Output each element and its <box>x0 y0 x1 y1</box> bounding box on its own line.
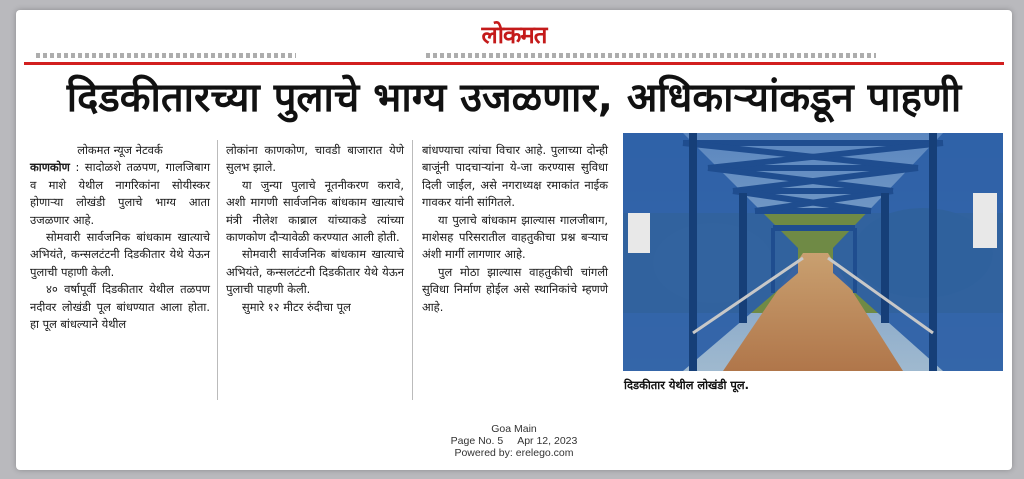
paragraph: पुल मोठा झाल्यास वाहतुकीची चांगली सुविधा निर्माण होईल असे स्थानिकांचे म्हणणे आहे. <box>422 264 608 314</box>
byline: लोकमत न्यूज नेटवर्क <box>77 143 163 157</box>
article-column-1 <box>30 142 210 333</box>
paragraph: ४० वर्षापूर्वी दिडकीतार येथील तळपण नदीवर लोखंडी पूल बांधण्यात आला होता. हा पूल बांधल्याने येथील <box>30 282 210 332</box>
paragraph: या जुन्या पुलाचे नूतनीकरण करावे, अशी मागणी सार्वजनिक बांधकाम खात्याचे मंत्री नीलेश काब्राल यांच्याकडे त्यांच्या काणकोण दौऱ्यावेळी करण्यात आली होती. <box>226 177 404 245</box>
masthead-rule <box>24 62 1004 65</box>
page-footer <box>16 423 1012 459</box>
dateline-place: काणकोण <box>30 160 70 175</box>
photo-caption: दिडकीतार येथील लोखंडी पूल. <box>624 378 749 392</box>
paragraph: लोकांना काणकोण, चावडी बाजारात येणे सुलभ झाले. <box>226 143 404 175</box>
paragraph: सोमवारी सार्वजनिक बांधकाम खात्याचे अभियंते, कन्सलटंटनी दिडकीतार येथे येऊन पुलाची पाहणी केली. <box>226 247 404 297</box>
article-column-2 <box>226 142 404 316</box>
headline: दिडकीतारच्या पुलाचे भाग्य उजळणार, अधिकाऱ्यांकडून पाहणी <box>66 75 962 121</box>
bridge-illustration <box>623 133 1003 371</box>
column-divider <box>217 140 218 400</box>
page-number: Page No. 5 <box>450 435 504 447</box>
column-divider <box>412 140 413 400</box>
paragraph: बांधण्याचा त्यांचा विचार आहे. पुलाच्या दोन्ही बाजूंनी पादचाऱ्यांना ये-जा करण्यास सुविधा दिली जाईल, असे नगराध्यक्ष रमाकांत नाईक गावकर यांनी सांगितले. <box>422 143 608 210</box>
page-and-date <box>16 435 1012 447</box>
top-strip-right <box>426 53 876 58</box>
top-strip-left <box>36 53 296 58</box>
paragraph: या पुलाचे बांधकाम झाल्यास गालजीबाग, माशेसह परिसरातील वाहतुकीचा प्रश्न बऱ्याच अंशी मार्गी लागणार आहे. <box>422 212 608 262</box>
masthead-logo: लोकमत <box>481 20 547 49</box>
paragraph: सुमारे १२ मीटर रुंदीचा पूल <box>242 299 351 314</box>
paragraph: सोमवारी सार्वजनिक बांधकाम खात्याचे अभियंते, कन्सलटंटनी दिडकीतार येथे येऊन पुलाची पहाणी केली. <box>30 230 210 279</box>
powered-by-link[interactable]: Powered by: erelego.com <box>454 447 574 459</box>
edition-label: Goa Main <box>491 423 537 435</box>
publication-date: Apr 12, 2023 <box>517 435 578 447</box>
newspaper-page <box>16 10 1012 470</box>
bridge-photo <box>623 133 1003 371</box>
paragraph: : सादोळशे तळपण, गालजिबाग व माशे येथील नागरिकांना सोयीस्कर होणाऱ्या लोखंडी पुलाचे भाग्य आता उजळणार आहे. <box>30 160 210 227</box>
article-column-3 <box>422 142 608 316</box>
